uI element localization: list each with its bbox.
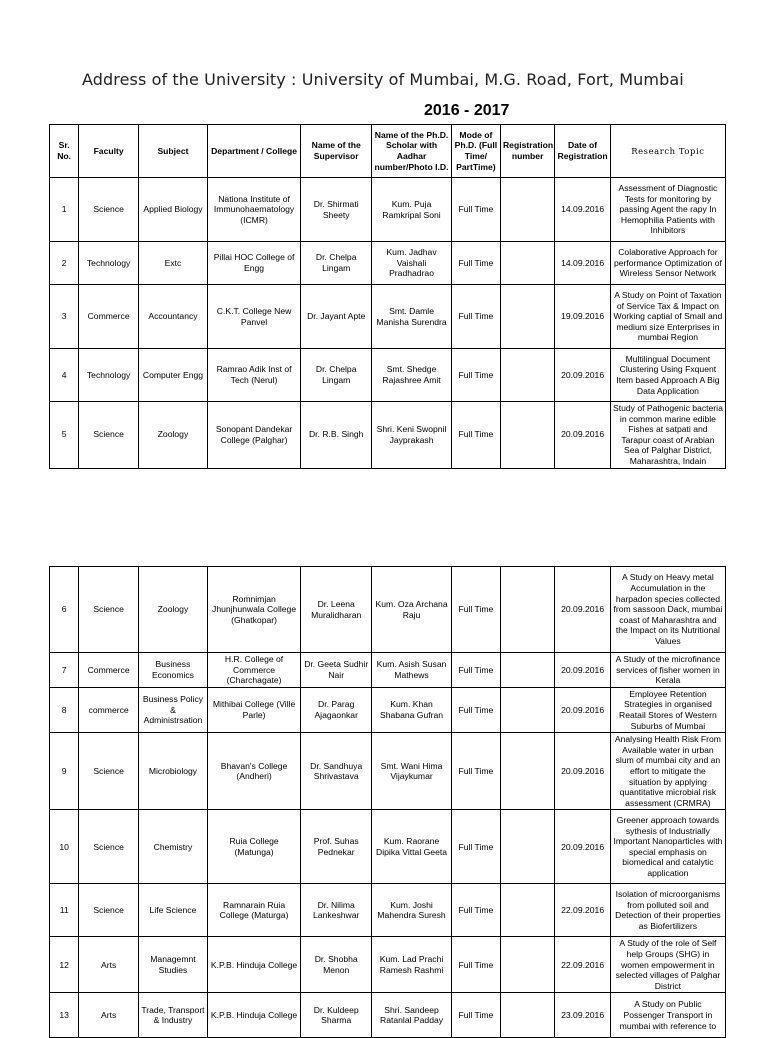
cell-registration [500,402,554,469]
cell-scholar: Smt. Damle Manisha Surendra [372,285,452,349]
cell-date: 20.09.2016 [555,733,610,810]
cell-faculty: Science [79,567,139,653]
cell-scholar: Kum. Asish Susan Mathews [372,653,452,688]
cell-department: K.P.B. Hinduja College [208,937,301,993]
cell-faculty: Science [79,178,139,242]
cell-sr: 7 [50,653,79,688]
column-header-supervisor: Name of the Supervisor [301,125,372,178]
cell-date: 20.09.2016 [555,653,610,688]
cell-topic: A Study on Heavy metal Accumulation in the harpadon species collected from sassoon Dack, mumbai coast of Maharashtra and the Impact on its Nutritional Values [610,567,725,653]
table-row [50,653,726,688]
cell-department: Romnimjan Jhunjhunwala College (Ghatkopar) [208,567,301,653]
cell-supervisor: Dr. Sandhuya Shrivastava [301,733,372,810]
cell-date: 19.09.2016 [555,285,610,349]
cell-topic: Employee Retention Strategies in organised Reatail Stores of Western Suburbs of Mumbai [610,687,725,732]
cell-topic: Analysing Health Risk From Available water in urban slum of mumbai city and an effort to mitigate the situation by applying quantitative microbial risk assessment (CRMRA) [610,733,725,810]
cell-sr: 5 [50,402,79,469]
column-header-date: Date of Registration [555,125,610,178]
cell-subject: Life Science [138,884,207,937]
cell-mode: Full Time [451,285,500,349]
cell-department: Pillai HOC College of Engg [208,242,301,285]
column-header-registration: Registration number [500,125,554,178]
cell-mode: Full Time [451,884,500,937]
phd-registration-table-2 [49,566,726,1038]
cell-subject: Trade, Transport & Industry [138,993,207,1038]
cell-scholar: Smt. Wani Hima Vijaykumar [372,733,452,810]
cell-registration [500,653,554,688]
cell-supervisor: Dr. Kuldeep Sharma [301,993,372,1038]
cell-sr: 9 [50,733,79,810]
cell-registration [500,285,554,349]
cell-department: K.P.B. Hinduja College [208,993,301,1038]
cell-scholar: Kum. Raorane Dipika Vittal Geeta [372,810,452,884]
cell-scholar: Shri. Sandeep Ratanlal Padday [372,993,452,1038]
cell-scholar: Kum. Oza Archana Raju [372,567,452,653]
cell-registration [500,178,554,242]
cell-mode: Full Time [451,993,500,1038]
table-row [50,349,726,402]
cell-faculty: Commerce [79,653,139,688]
cell-mode: Full Time [451,937,500,993]
cell-faculty: commerce [79,687,139,732]
university-address: Address of the University : University of Mumbai, M.G. Road, Fort, Mumbai [82,70,684,89]
cell-scholar: Kum. Joshi Mahendra Suresh [372,884,452,937]
column-header-faculty: Faculty [79,125,139,178]
cell-subject: Zoology [138,567,207,653]
column-header-scholar: Name of the Ph.D. Scholar with Aadhar number/Photo I.D. [372,125,452,178]
cell-date: 23.09.2016 [555,993,610,1038]
cell-faculty: Science [79,884,139,937]
cell-sr: 2 [50,242,79,285]
cell-department: Sonopant Dandekar College (Palghar) [208,402,301,469]
cell-topic: Multilingual Document Clustering Using Fxquent Item based Approach A Big Data Application [610,349,725,402]
table-row [50,687,726,732]
cell-sr: 1 [50,178,79,242]
cell-registration [500,937,554,993]
table-row [50,937,726,993]
cell-date: 22.09.2016 [555,884,610,937]
cell-date: 14.09.2016 [555,242,610,285]
cell-department: Ruia College (Matunga) [208,810,301,884]
cell-sr: 10 [50,810,79,884]
table-row [50,884,726,937]
cell-sr: 8 [50,687,79,732]
table-row [50,402,726,469]
cell-supervisor: Dr. R.B. Singh [301,402,372,469]
cell-topic: A Study on Point of Taxation of Service Tax & Impact on Working captial of Small and medium size Enterprises in mumbai Region [610,285,725,349]
cell-subject: Applied Biology [138,178,207,242]
cell-mode: Full Time [451,242,500,285]
table-row [50,733,726,810]
column-header-department: Department / College [208,125,301,178]
cell-subject: Business Economics [138,653,207,688]
cell-topic: Isolation of microorganisms from polluted soil and Detection of their properties as Biofertilizers [610,884,725,937]
cell-subject: Computer Engg [138,349,207,402]
cell-supervisor: Dr. Shirmati Sheety [301,178,372,242]
column-header-topic: Research Topic [610,125,725,178]
cell-faculty: Science [79,733,139,810]
cell-topic: A Study of the microfinance services of fisher women in Kerala [610,653,725,688]
cell-registration [500,687,554,732]
cell-topic: Colaborative Approach for performance Optimization of Wireless Sensor Network [610,242,725,285]
cell-sr: 3 [50,285,79,349]
cell-topic: Study of Pathogenic bacteria in common marine edible Fishes at satpati and Tarapur coast of Arabian Sea of Palghar District, Maharashtra, Indain [610,402,725,469]
cell-faculty: Arts [79,937,139,993]
cell-topic: Assessment of Diagnostic Tests for monitoring by passing Agent the rapy In Hemophilia Patients with Inhibitors [610,178,725,242]
cell-faculty: Technology [79,242,139,285]
table-row [50,567,726,653]
cell-topic: Greener approach towards sythesis of Industrially Important Nanoparticles with special emphasis on biomedical and catalytic application [610,810,725,884]
cell-date: 20.09.2016 [555,687,610,732]
table-row [50,993,726,1038]
cell-topic: A Study of the role of Self help Groups (SHG) in women empowerment in selected villages of Palghar District [610,937,725,993]
table-row [50,242,726,285]
cell-registration [500,567,554,653]
column-header-sr: Sr. No. [50,125,79,178]
cell-faculty: Commerce [79,285,139,349]
cell-registration [500,884,554,937]
cell-scholar: Kum. Khan Shabana Gufran [372,687,452,732]
cell-supervisor: Dr. Jayant Apte [301,285,372,349]
cell-subject: Managemnt Studies [138,937,207,993]
table-row [50,810,726,884]
cell-subject: Microbiology [138,733,207,810]
cell-faculty: Arts [79,993,139,1038]
cell-registration [500,993,554,1038]
cell-supervisor: Dr. Shobha Menon [301,937,372,993]
cell-supervisor: Dr. Geeta Sudhir Nair [301,653,372,688]
cell-date: 20.09.2016 [555,567,610,653]
cell-scholar: Kum. Lad Prachi Ramesh Rashmi [372,937,452,993]
cell-supervisor: Dr. Leena Muralidharan [301,567,372,653]
cell-subject: Extc [138,242,207,285]
cell-date: 20.09.2016 [555,810,610,884]
cell-faculty: Technology [79,349,139,402]
column-header-subject: Subject [138,125,207,178]
cell-supervisor: Dr. Chelpa Lingam [301,242,372,285]
cell-mode: Full Time [451,402,500,469]
cell-sr: 12 [50,937,79,993]
phd-registration-table-1 [49,124,726,469]
cell-department: H.R. College of Commerce (Charchagate) [208,653,301,688]
cell-mode: Full Time [451,349,500,402]
cell-mode: Full Time [451,567,500,653]
table-row [50,285,726,349]
cell-supervisor: Prof. Suhas Pednekar [301,810,372,884]
cell-registration [500,810,554,884]
cell-mode: Full Time [451,810,500,884]
cell-department: Ramrao Adik Inst of Tech (Nerul) [208,349,301,402]
cell-faculty: Science [79,810,139,884]
cell-mode: Full Time [451,687,500,732]
cell-scholar: Kum. Puja Ramkripal Soni [372,178,452,242]
cell-registration [500,349,554,402]
cell-topic: A Study on Public Possenger Transport in mumbai with reference to [610,993,725,1038]
cell-subject: Chemistry [138,810,207,884]
cell-mode: Full Time [451,733,500,810]
cell-date: 14.09.2016 [555,178,610,242]
cell-scholar: Shri. Keni Swopnil Jayprakash [372,402,452,469]
academic-year: 2016 - 2017 [424,102,510,119]
column-header-mode: Mode of Ph.D. (Full Time/ PartTime) [451,125,500,178]
cell-date: 20.09.2016 [555,402,610,469]
cell-sr: 13 [50,993,79,1038]
cell-department: C.K.T. College New Panvel [208,285,301,349]
table-header-row [50,125,726,178]
cell-mode: Full Time [451,178,500,242]
cell-subject: Accountancy [138,285,207,349]
cell-department: Ramnarain Ruia College (Maturga) [208,884,301,937]
cell-sr: 4 [50,349,79,402]
cell-scholar: Kum. Jadhav Vaishali Pradhadrao [372,242,452,285]
cell-registration [500,733,554,810]
table-row [50,178,726,242]
cell-department: Bhavan's College (Andheri) [208,733,301,810]
cell-sr: 6 [50,567,79,653]
cell-subject: Business Policy & Administrsation [138,687,207,732]
cell-registration [500,242,554,285]
cell-sr: 11 [50,884,79,937]
cell-department: Nationa Institute of Immunohaematology (ICMR) [208,178,301,242]
cell-department: Mithibai College (Ville Parle) [208,687,301,732]
cell-supervisor: Dr. Parag Ajagaonkar [301,687,372,732]
cell-supervisor: Dr. Chelpa Lingam [301,349,372,402]
cell-date: 20.09.2016 [555,349,610,402]
cell-supervisor: Dr. Nilima Lankeshwar [301,884,372,937]
cell-scholar: Smt. Shedge Rajashree Amit [372,349,452,402]
cell-mode: Full Time [451,653,500,688]
cell-subject: Zoology [138,402,207,469]
cell-date: 22.09.2016 [555,937,610,993]
cell-faculty: Science [79,402,139,469]
